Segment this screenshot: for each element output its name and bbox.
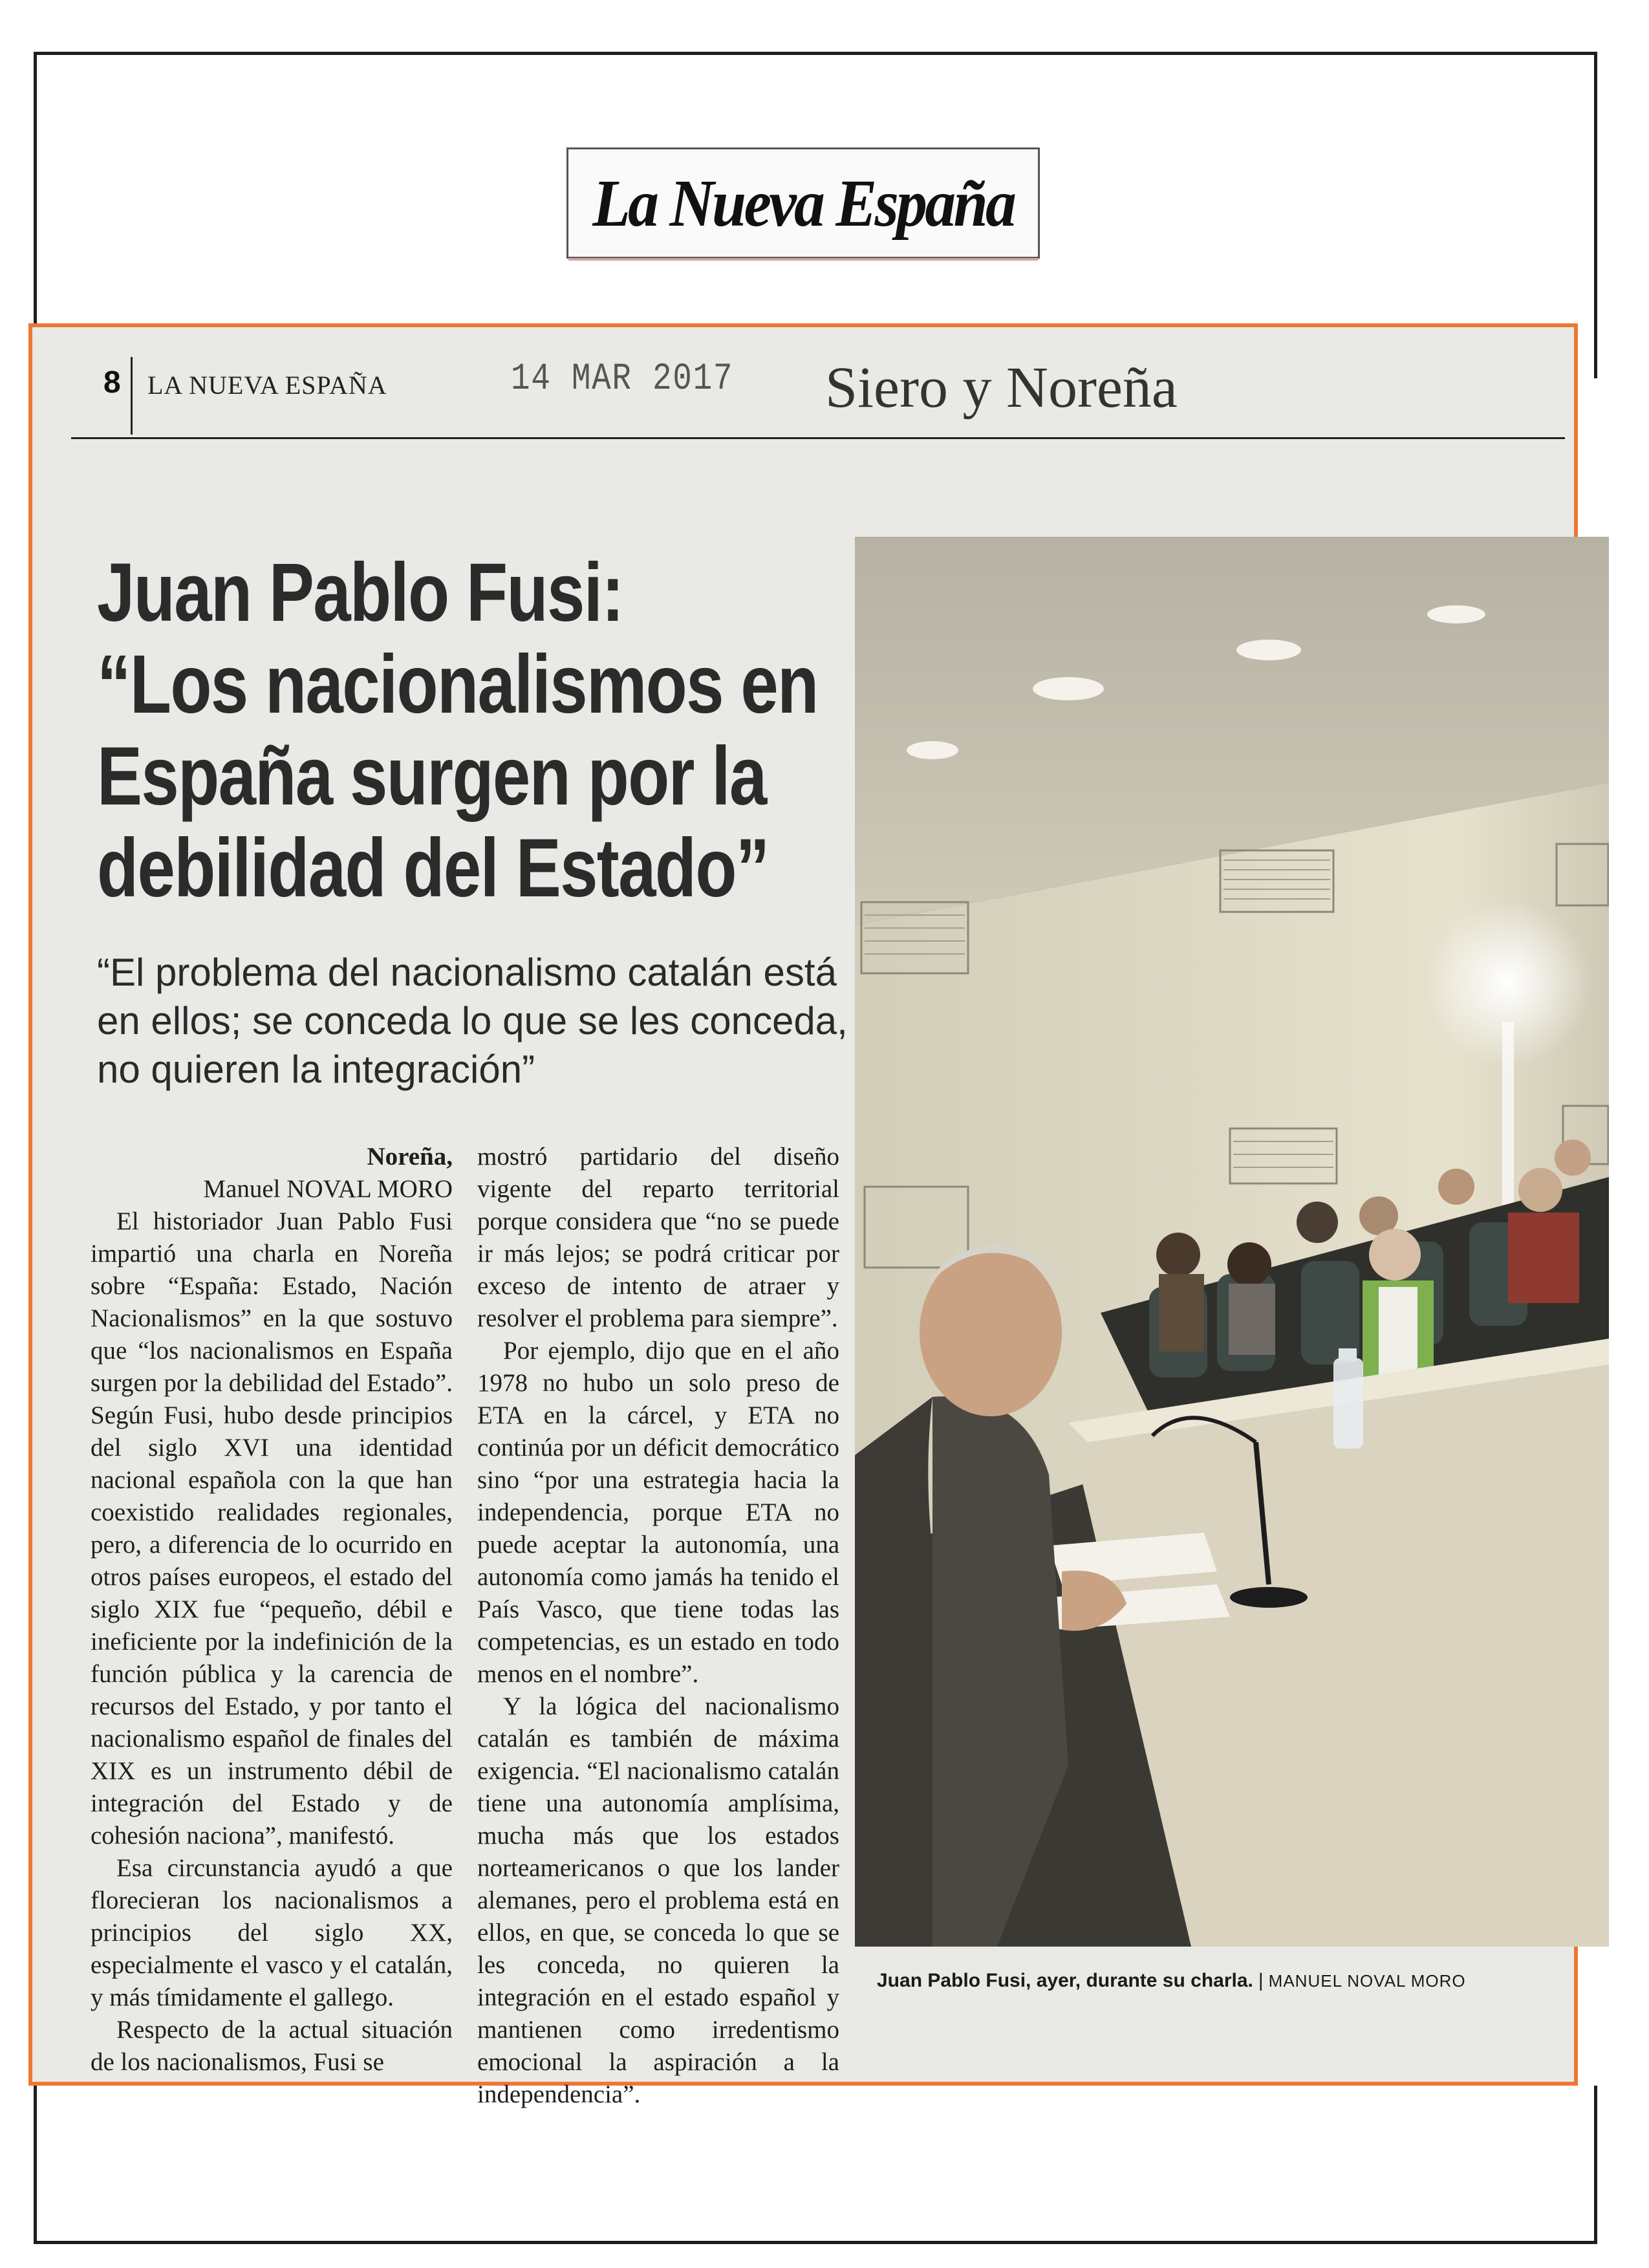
paragraph: El historiador Juan Pablo Fusi impartió una charla en Noreña sobre “España: Estado, Nación Nacionalismos” en la que sostuvo que “los nacionalismos en España surgen por la debilidad del Estado”. Según Fusi, hubo desde principios del siglo XVI una identidad nacional española con la que han coexistido realidades regionales, pero, a diferencia de lo ocurrido en otros países europeos, el estado del siglo XIX fue “pequeño, débil e ineficiente por la indefinición de la función pública y la carencia de recursos del Estado, y por tanto el nacionalismo español de finales del XIX es un instrumento débil de integración del Estado y de cohesión naciona”, manifestó. — [91, 1207, 453, 1850]
headline-line: debilidad del Estado” — [97, 822, 769, 914]
paragraph: mostró partidario del diseño vigente del reparto territorial porque considera que “no se puede ir más lejos; se podrá criticar por exceso de intento de atraer y resolver el problema para siempre”. — [477, 1143, 839, 1332]
byline: Manuel NOVAL MORO — [203, 1175, 453, 1203]
subheadline: “El problema del nacionalismo catalán está en ellos; se conceda lo que se les conceda, no quieren la integración” — [97, 951, 848, 1091]
dateline-place: Noreña, — [367, 1143, 453, 1171]
headline-line: “Los nacionalismos en — [97, 638, 818, 731]
masthead-clipping — [566, 147, 1040, 259]
paragraph: Por ejemplo, dijo que en el año 1978 no hubo un solo preso de ETA en la cárcel, y ETA no continúa por un déficit democrático sino “por una estrategia hacia la independencia, porque ETA no puede aceptar la autonomía, una autonomía como jamás ha tenido el País Vasco, que tiene todas las competencias, es un estado en todo menos en el nombre”. — [477, 1337, 839, 1688]
article-column-2 — [477, 1141, 839, 2111]
page-header — [71, 340, 1565, 439]
photo-conference-room — [855, 537, 1609, 1947]
paper-name: LA NUEVA ESPAÑA — [147, 371, 387, 400]
caption-separator: | — [1258, 1970, 1264, 1991]
photo-caption — [877, 1970, 1588, 1992]
dateline — [91, 1141, 453, 1173]
headline-line: Juan Pablo Fusi: — [97, 546, 623, 639]
page-number: 8 — [103, 365, 121, 400]
header-divider — [131, 357, 133, 435]
scan-frame-bottom — [34, 2086, 1597, 2244]
section-name: Siero y Noreña — [825, 356, 1178, 420]
paragraph: Y la lógica del nacionalismo catalán es también de máxima exigencia. “El nacionalismo catalán tiene una autonomía amplísima, mucha más que los estados norteamericanos o que los lander alemanes, pero el problema está en ellos, en que, se conceda lo que se les conceda, no quieren la integración en el estado español y mantienen como irredentismo emocional la aspiración a la independencia”. — [477, 1692, 839, 2108]
masthead-title: La Nueva España — [592, 166, 1014, 241]
headline-line: España surgen por la — [97, 730, 766, 823]
photo-credit: MANUEL NOVAL MORO — [1268, 1971, 1466, 1991]
newspaper-clipping — [28, 323, 1578, 2108]
paragraph: Esa circunstancia ayudó a que florecieran los nacionalismos a principios del siglo XX, especialmente el vasco y el catalán, y más tímidamente el gallego. — [91, 1854, 453, 2011]
headline — [97, 547, 909, 914]
paragraph: Respecto de la actual situación de los nacionalismos, Fusi se — [91, 2016, 453, 2076]
date-stamp: 14 MAR 2017 — [511, 358, 734, 400]
caption-text: Juan Pablo Fusi, ayer, durante su charla. — [877, 1970, 1253, 1991]
article-photo — [855, 537, 1609, 1947]
article-column-1 — [91, 1141, 453, 2079]
